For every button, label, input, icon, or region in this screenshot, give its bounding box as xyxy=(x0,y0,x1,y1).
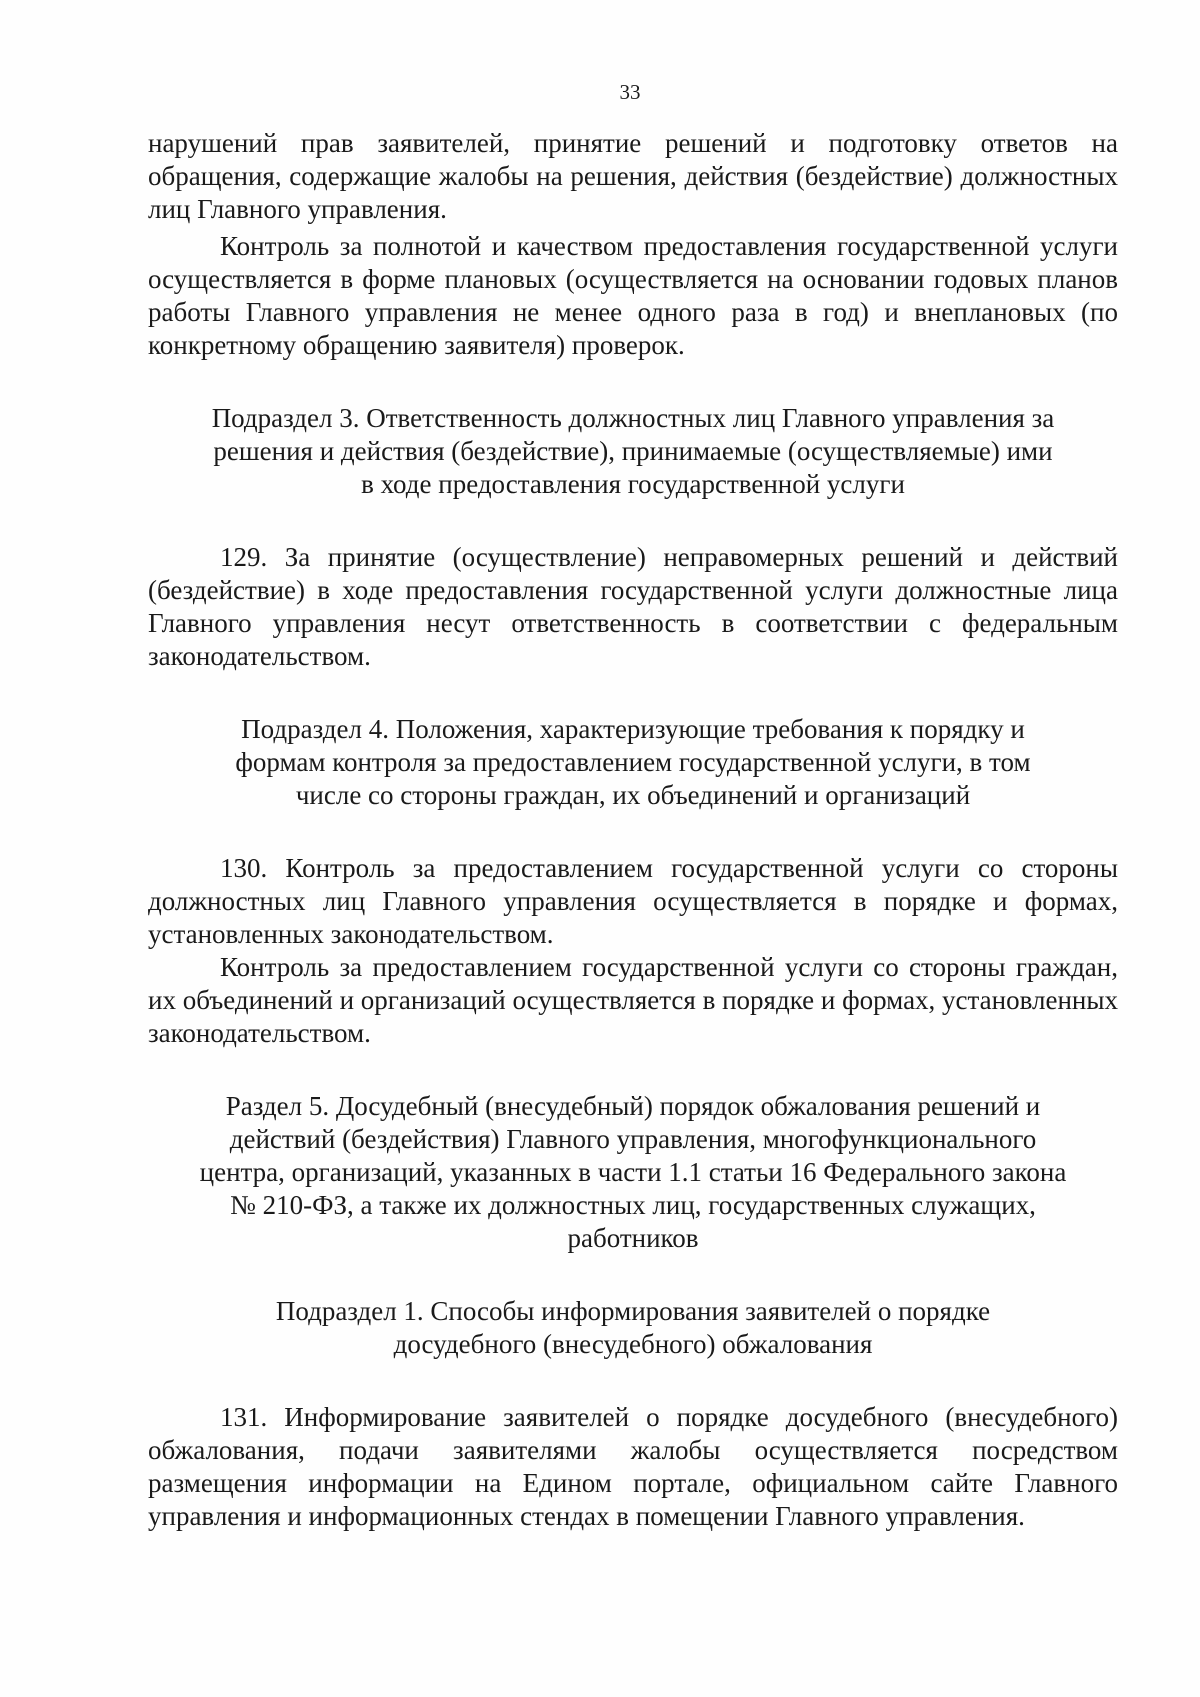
subsection-1-heading-text: Подраздел 1. Способы информирования заявителей о порядке досудебного (внесудебного) обжалования xyxy=(275,1296,991,1359)
subsection-1-heading xyxy=(148,1295,1118,1361)
subsection-3-heading xyxy=(148,402,1118,501)
paragraph-130-citizens-control: Контроль за предоставлением государственной услуги со стороны граждан, их объединений и организаций осуществляется в порядке и формах, установленных законодательством. xyxy=(148,952,1118,1048)
section-5-heading-text: Раздел 5. Досудебный (внесудебный) порядок обжалования решений и действий (бездействия) Главного управления, многофункционального центра, организаций, указанных в части 1.1 статьи 16 Федерального закона № 210-ФЗ, а также их должностных лиц, государственных служащих, работников xyxy=(199,1091,1067,1253)
page-number: 33 xyxy=(619,80,641,104)
subsection-3-heading-text: Подраздел 3. Ответственность должностных лиц Главного управления за решения и действия (бездействие), принимаемые (осуществляемые) ими в ходе предоставления государственной услуги xyxy=(211,403,1055,499)
paragraph-130: 130. Контроль за предоставлением государственной услуги со стороны должностных лиц Главного управления осуществляется в порядке и формах, установленных законодательством. xyxy=(148,853,1118,949)
document-body xyxy=(148,127,1118,1533)
subsection-4-heading xyxy=(148,713,1118,812)
subsection-4-heading-text: Подраздел 4. Положения, характеризующие требования к порядку и формам контроля за предоставлением государственной услуги, в том числе со стороны граждан, их объединений и организаций xyxy=(235,714,1031,810)
paragraph-intro-continuation: нарушений прав заявителей, принятие решений и подготовку ответов на обращения, содержащие жалобы на решения, действия (бездействие) должностных лиц Главного управления. xyxy=(148,128,1118,224)
paragraph-131: 131. Информирование заявителей о порядке досудебного (внесудебного) обжалования, подачи заявителями жалобы осуществляется посредством размещения информации на Едином портале, официальном сайте Главного управления и информационных стендах в помещении Главного управления. xyxy=(148,1402,1118,1531)
paragraph-129: 129. За принятие (осуществление) неправомерных решений и действий (бездействие) в ходе предоставления государственной услуги должностные лица Главного управления несут ответственность в соответствии с федеральным законодательством. xyxy=(148,542,1118,671)
paragraph-control-forms: Контроль за полнотой и качеством предоставления государственной услуги осуществляется в форме плановых (осуществляется на основании годовых планов работы Главного управления не менее одного раза в год) и внеплановых (по конкретному обращению заявителя) проверок. xyxy=(148,231,1118,360)
section-5-heading xyxy=(148,1090,1118,1255)
